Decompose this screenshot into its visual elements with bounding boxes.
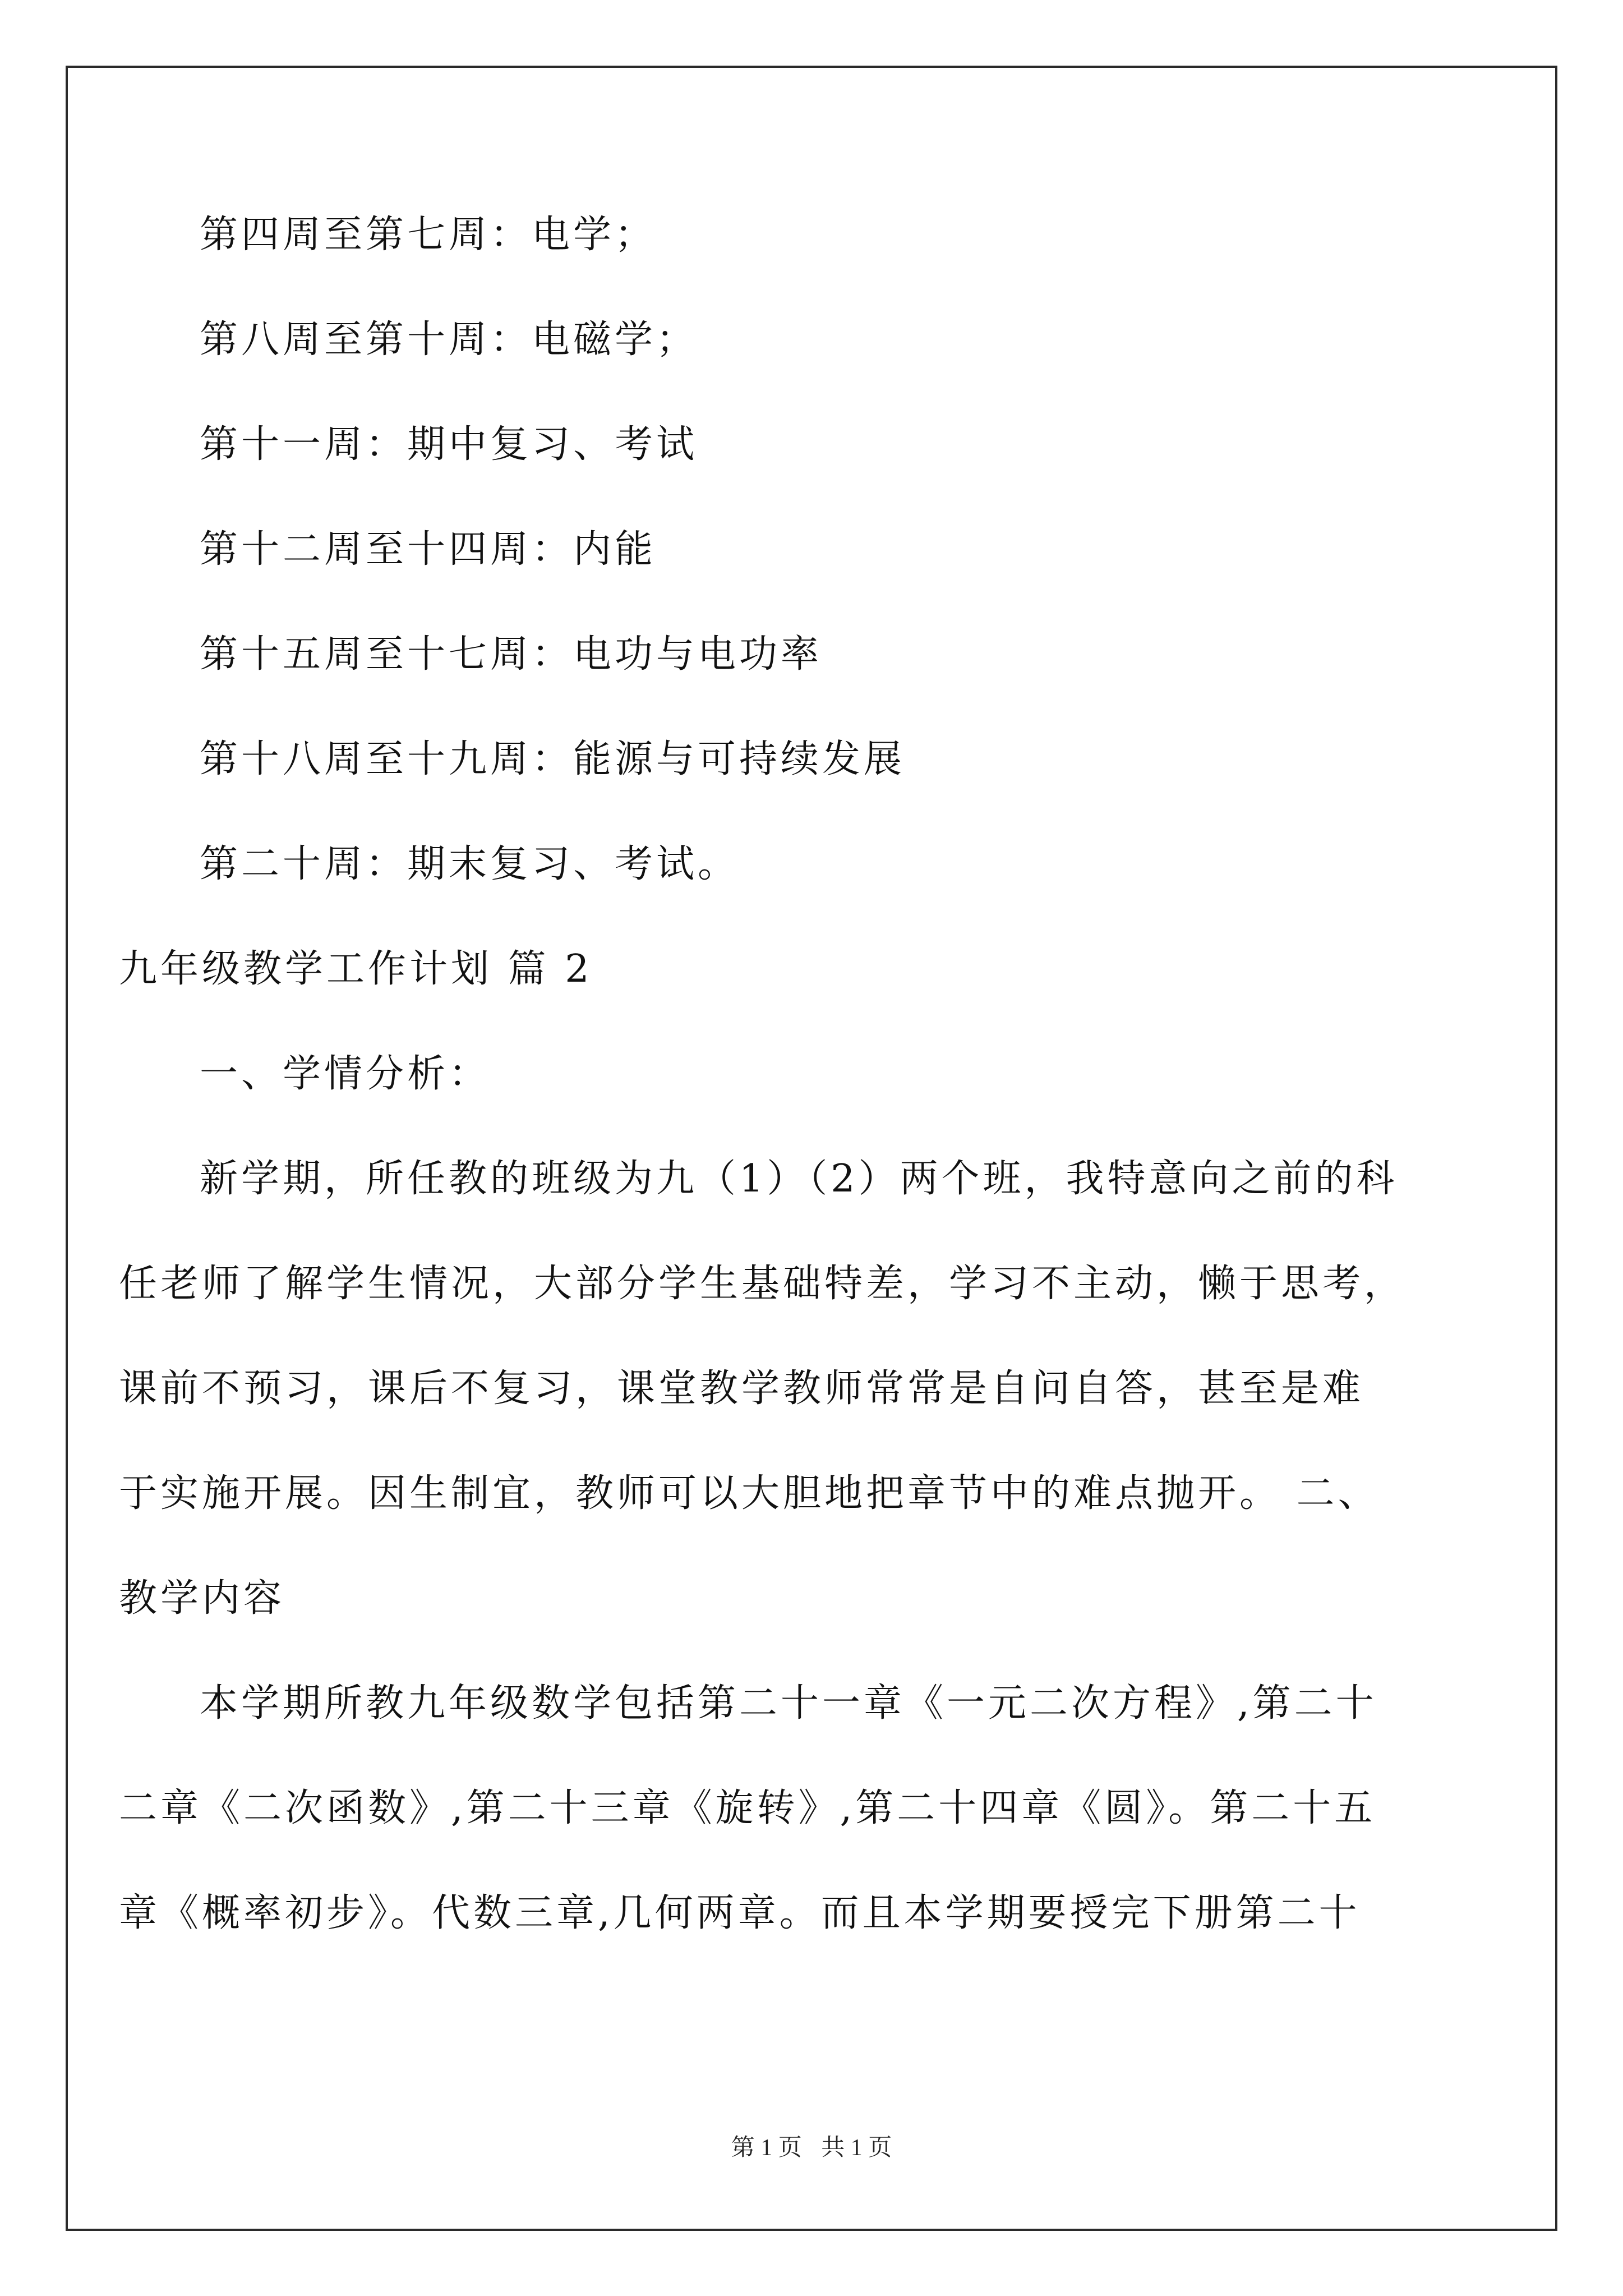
paragraph-line: 二章《二次函数》,第二十三章《旋转》,第二十四章《圆》。第二十五 — [119, 1786, 1376, 1830]
paragraph-line: 新学期，所任教的班级为九（1）（2）两个班，我特意向之前的科 — [200, 1157, 1398, 1201]
page-number: 第 1 页 — [731, 2135, 802, 2161]
paragraph-line: 于实施开展。因生制宜，教师可以大胆地把章节中的难点抛开。 二、 — [119, 1471, 1380, 1516]
schedule-line: 第十一周：期中复习、考试 — [200, 422, 698, 467]
schedule-line: 第八周至第十周：电磁学； — [200, 318, 698, 362]
page-footer — [0, 2129, 1623, 2162]
paragraph-line: 教学内容 — [119, 1576, 285, 1621]
heading-learning-analysis: 一、学情分析： — [200, 1052, 491, 1096]
paragraph-line: 本学期所教九年级数学包括第二十一章《一元二次方程》,第二十 — [200, 1681, 1377, 1726]
schedule-line: 第十二周至十四周：内能 — [200, 527, 657, 572]
page-total: 共 1 页 — [821, 2135, 892, 2161]
section-title: 九年级教学工作计划 篇 2 — [119, 947, 593, 991]
paragraph-line: 章《概率初步》。代数三章,几何两章。而且本学期要授完下册第二十 — [119, 1891, 1361, 1935]
schedule-line: 第二十周：期末复习、考试。 — [200, 842, 740, 886]
schedule-line: 第十五周至十七周：电功与电功率 — [200, 632, 823, 677]
paragraph-line: 任老师了解学生情况，大部分学生基础特差，学习不主动，懒于思考， — [119, 1262, 1406, 1306]
schedule-line: 第四周至第七周：电学； — [200, 213, 657, 257]
paragraph-line: 课前不预习，课后不复习，课堂教学教师常常是自问自答，甚至是难 — [119, 1366, 1364, 1411]
schedule-line: 第十八周至十九周：能源与可持续发展 — [200, 737, 906, 781]
